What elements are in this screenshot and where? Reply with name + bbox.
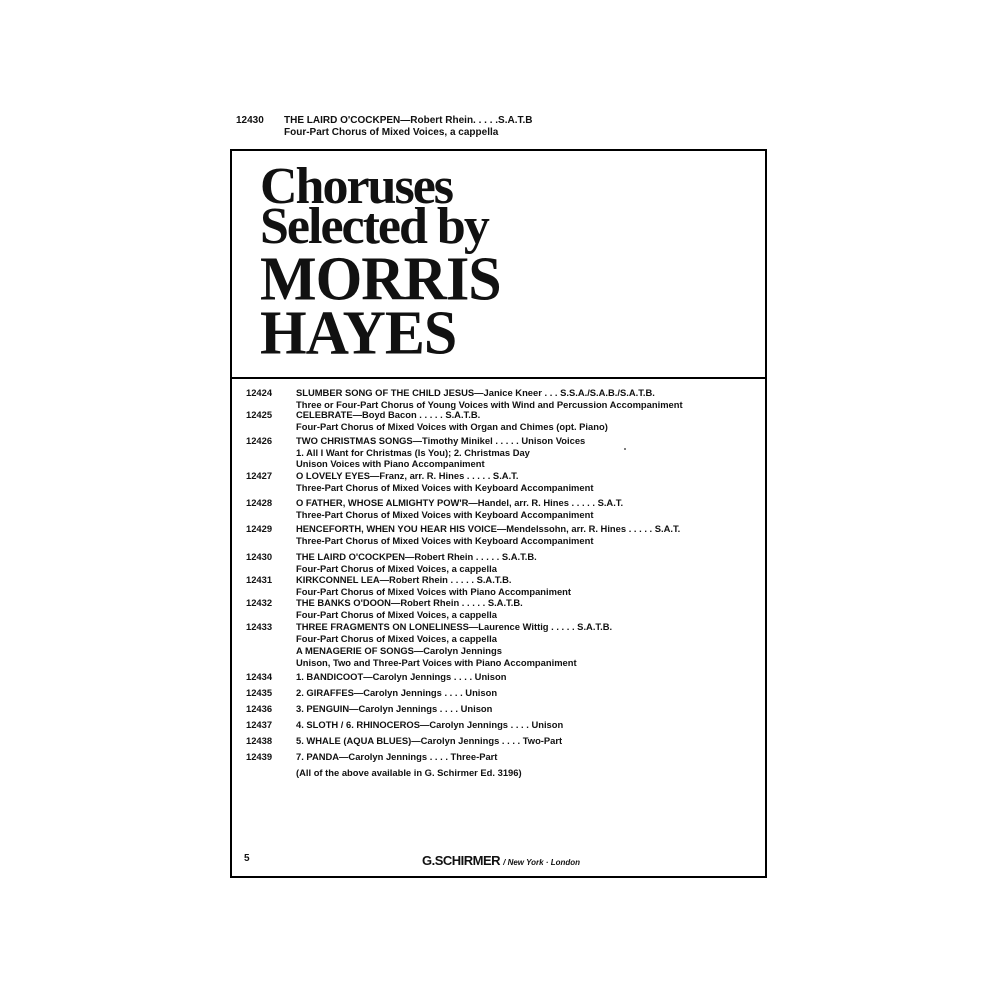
catalog-number: 12431 xyxy=(246,574,273,585)
entry-line: KIRKCONNEL LEA—Robert Rhein . . . . . S.A.T.B. xyxy=(296,574,512,585)
header-title-line: THE LAIRD O'COCKPEN—Robert Rhein. . . . .S.A.T.B xyxy=(284,115,533,126)
catalog-number: 12434 xyxy=(246,671,273,682)
catalog-number: 12432 xyxy=(246,597,273,608)
stray-mark xyxy=(624,448,626,450)
catalog-number: 12435 xyxy=(246,687,273,698)
publisher-name: G.SCHIRMER xyxy=(422,853,501,868)
entry-line: CELEBRATE—Boyd Bacon . . . . . S.A.T.B. xyxy=(296,409,481,420)
catalog-number: 12430 xyxy=(246,551,273,562)
entry-line: THE LAIRD O'COCKPEN—Robert Rhein . . . . . S.A.T.B. xyxy=(296,551,537,562)
catalog-number: 12433 xyxy=(246,621,273,632)
catalog-number: 12438 xyxy=(246,735,273,746)
entry-line: Four-Part Chorus of Mixed Voices, a cappella xyxy=(296,562,497,574)
catalog-page-frame xyxy=(230,149,767,878)
title-line-3: MORRIS xyxy=(260,244,501,314)
page-footer xyxy=(232,849,765,873)
entry-line: 1. All I Want for Christmas (Is You); 2. Christmas Day xyxy=(296,446,530,458)
catalog-number: 12428 xyxy=(246,497,273,508)
entry-line: Four-Part Chorus of Mixed Voices with Piano Accompaniment xyxy=(296,585,572,597)
entry-line: HENCEFORTH, WHEN YOU HEAR HIS VOICE—Mendelssohn, arr. R. Hines . . . . . S.A.T. xyxy=(296,523,681,534)
header-voicing-line: Four-Part Chorus of Mixed Voices, a cappella xyxy=(284,127,499,138)
entry-line: THREE FRAGMENTS ON LONELINESS—Laurence Wittig . . . . . S.A.T.B. xyxy=(296,621,613,632)
entry-line: Unison Voices with Piano Accompaniment xyxy=(296,458,485,469)
entry-line: Unison, Two and Three-Part Voices with Piano Accompaniment xyxy=(296,656,577,668)
title-line-1: Choruses xyxy=(260,158,453,215)
entry-line: 5. WHALE (AQUA BLUES)—Carolyn Jennings . . . . Two-Part xyxy=(296,735,563,746)
entry-line: 2. GIRAFFES—Carolyn Jennings . . . . Unison xyxy=(296,687,498,698)
header-catalog-number: 12430 xyxy=(236,115,264,126)
catalog-number: 12436 xyxy=(246,703,273,714)
entry-line: Three-Part Chorus of Mixed Voices with Keyboard Accompaniment xyxy=(296,534,594,546)
catalog-number: 12439 xyxy=(246,751,273,762)
entry-line: O LOVELY EYES—Franz, arr. R. Hines . . . . . S.A.T. xyxy=(296,470,519,481)
catalog-number: 12437 xyxy=(246,719,273,730)
title-line-2: Selected by xyxy=(260,198,488,255)
title-box xyxy=(232,151,765,379)
entry-line: A MENAGERIE OF SONGS—Carolyn Jennings xyxy=(296,645,502,656)
entry-line: Three-Part Chorus of Mixed Voices with Keyboard Accompaniment xyxy=(296,481,594,493)
catalog-number: 12424 xyxy=(246,387,273,398)
entry-line: 1. BANDICOOT—Carolyn Jennings . . . . Unison xyxy=(296,671,507,682)
entry-line: TWO CHRISTMAS SONGS—Timothy Minikel . . . . . Unison Voices xyxy=(296,435,586,446)
entry-line: (All of the above available in G. Schirmer Ed. 3196) xyxy=(296,767,522,778)
entry-line: Three or Four-Part Chorus of Young Voices with Wind and Percussion Accompaniment xyxy=(296,398,683,410)
catalog-number: 12429 xyxy=(246,523,273,534)
entry-line: Four-Part Chorus of Mixed Voices, a cappella xyxy=(296,632,497,644)
catalog-number: 12425 xyxy=(246,409,273,420)
entry-line: O FATHER, WHOSE ALMIGHTY POW'R—Handel, arr. R. Hines . . . . . S.A.T. xyxy=(296,497,624,508)
title-line-4: HAYES xyxy=(260,298,457,368)
entry-line: 3. PENGUIN—Carolyn Jennings . . . . Unison xyxy=(296,703,493,714)
entry-line: Four-Part Chorus of Mixed Voices with Organ and Chimes (opt. Piano) xyxy=(296,420,608,432)
page-number: 5 xyxy=(244,853,250,864)
entry-line: SLUMBER SONG OF THE CHILD JESUS—Janice Kneer . . . S.S.A./S.A.B./S.A.T.B. xyxy=(296,387,655,398)
publisher-imprint xyxy=(422,853,580,868)
entry-line: Three-Part Chorus of Mixed Voices with Keyboard Accompaniment xyxy=(296,508,594,520)
entry-line: 4. SLOTH / 6. RHINOCEROS—Carolyn Jennings . . . . Unison xyxy=(296,719,564,730)
entry-line: THE BANKS O'DOON—Robert Rhein . . . . . S.A.T.B. xyxy=(296,597,523,608)
publisher-location: / New York · London xyxy=(503,858,581,867)
entry-line: Four-Part Chorus of Mixed Voices, a cappella xyxy=(296,608,497,620)
entry-line: 7. PANDA—Carolyn Jennings . . . . Three-Part xyxy=(296,751,498,762)
catalog-number: 12427 xyxy=(246,470,273,481)
catalog-number: 12426 xyxy=(246,435,273,446)
